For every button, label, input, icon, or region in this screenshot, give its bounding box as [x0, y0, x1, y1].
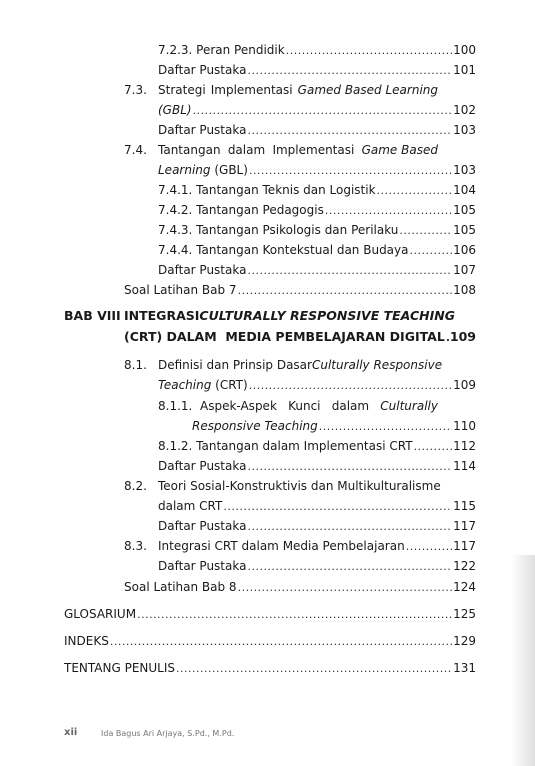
- toc-entry-8-1-2[interactable]: [158, 437, 476, 455]
- dot-leader: [238, 282, 453, 300]
- entry-title: INDEKS: [64, 634, 109, 648]
- entry-title: TENTANG PENULIS: [64, 661, 176, 675]
- page-number: 104: [453, 183, 476, 197]
- toc-entry-daftar-pustaka[interactable]: [158, 61, 476, 79]
- entry-title: dalam: [331, 399, 370, 413]
- dot-leader: [193, 102, 453, 120]
- chapter-title: INTEGRASI: [124, 308, 200, 323]
- toc-entry-indeks[interactable]: [64, 632, 476, 650]
- dot-leader: [247, 518, 452, 536]
- entry-title: Daftar Pustaka: [158, 519, 247, 533]
- toc-entry-8-1-line2[interactable]: [158, 376, 476, 394]
- toc-entry-8-2-line1[interactable]: Teori Sosial-Konstruktivis dan Multikulturalisme: [158, 479, 441, 493]
- toc-chapter-8-line1[interactable]: [124, 307, 455, 325]
- entry-title: (CRT): [211, 378, 248, 392]
- chapter-title: (CRT) DALAM MEDIA PEMBELAJARAN DIGITAL: [124, 329, 445, 344]
- entry-title: Integrasi CRT dalam Media Pembelajaran: [158, 539, 405, 553]
- toc-entry-8-1-1-line2[interactable]: [192, 417, 476, 435]
- footer-author: Ida Bagus Ari Arjaya, S.Pd., M.Pd.: [101, 729, 235, 738]
- toc-entry-7-2-3[interactable]: [158, 41, 476, 59]
- section-number: 8.2.: [124, 479, 147, 493]
- dot-leader: [247, 62, 452, 80]
- toc-entry-7-4-line1[interactable]: [158, 141, 438, 159]
- page-number: 129: [453, 634, 476, 648]
- page-number: 117: [453, 539, 476, 553]
- page-number: 125: [453, 607, 476, 621]
- dot-leader: [377, 182, 453, 200]
- toc-entry-7-3-line2[interactable]: [158, 101, 476, 119]
- toc-entry-7-3-line1[interactable]: [158, 81, 438, 99]
- entry-title: dalam: [227, 143, 266, 157]
- section-number: 7.4.: [124, 143, 147, 157]
- page-number: 109: [453, 378, 476, 392]
- toc-entry-7-4-1[interactable]: [158, 181, 476, 199]
- entry-title: Strategi: [158, 83, 206, 97]
- toc-entry-8-1-line1[interactable]: [158, 356, 443, 374]
- toc-entry-soal-latihan-bab-7[interactable]: [124, 281, 476, 299]
- entry-title: (GBL): [210, 163, 248, 177]
- toc-entry-daftar-pustaka[interactable]: [158, 517, 476, 535]
- dot-leader: [223, 498, 452, 516]
- toc-entry-7-4-2[interactable]: [158, 201, 476, 219]
- page-number: 131: [453, 661, 476, 675]
- entry-title: Implementasi: [210, 83, 293, 97]
- page-number: 102: [453, 103, 476, 117]
- entry-title: Definisi dan Prinsip Dasar: [158, 358, 312, 372]
- dot-leader: [249, 377, 452, 395]
- toc-entry-tentang-penulis[interactable]: [64, 659, 476, 677]
- toc-entry-8-3[interactable]: [158, 537, 476, 555]
- dot-leader: [410, 242, 453, 260]
- entry-title-italic: Responsive Teaching: [192, 419, 318, 433]
- entry-title: Daftar Pustaka: [158, 63, 247, 77]
- dot-leader: [319, 418, 452, 436]
- section-number: 8.1.: [124, 358, 147, 372]
- entry-title: Daftar Pustaka: [158, 123, 247, 137]
- page-number: 106: [453, 243, 476, 257]
- section-number: 8.3.: [124, 539, 147, 553]
- toc-entry-7-4-4[interactable]: [158, 241, 476, 259]
- section-number: 8.1.1.: [158, 399, 193, 413]
- dot-leader: [247, 122, 452, 140]
- page-number: 100: [453, 43, 476, 57]
- entry-title-italic: Game Based: [361, 143, 438, 157]
- entry-title-italic: Culturally Responsive: [311, 358, 443, 372]
- dot-leader: [249, 162, 452, 180]
- entry-title: Daftar Pustaka: [158, 559, 247, 573]
- page-number: 122: [453, 559, 476, 573]
- toc-entry-daftar-pustaka[interactable]: [158, 457, 476, 475]
- page-number: 103: [453, 123, 476, 137]
- dot-leader: [247, 262, 452, 280]
- entry-title-italic: Gamed Based Learning: [297, 83, 438, 97]
- chapter-label: BAB VIII: [64, 308, 121, 323]
- entry-title: 7.4.3. Tantangan Psikologis dan Perilaku: [158, 223, 399, 237]
- page-number: 124: [453, 580, 476, 594]
- dot-leader: [286, 42, 452, 60]
- page-number: 112: [453, 439, 476, 453]
- page-number: 101: [453, 63, 476, 77]
- dot-leader: [176, 660, 452, 678]
- toc-entry-7-4-line2[interactable]: [158, 161, 476, 179]
- entry-title: 7.2.3. Peran Pendidik: [158, 43, 285, 57]
- page-number: 103: [453, 163, 476, 177]
- entry-title: Implementasi: [272, 143, 355, 157]
- dot-leader: [247, 458, 452, 476]
- dot-leader: [137, 606, 452, 624]
- page-number: 114: [453, 459, 476, 473]
- page-number: 105: [453, 203, 476, 217]
- entry-title: Aspek-Aspek: [200, 399, 277, 413]
- page-number: 108: [453, 283, 476, 297]
- dot-leader: [247, 558, 452, 576]
- entry-title: Daftar Pustaka: [158, 459, 247, 473]
- page-number: 105: [453, 223, 476, 237]
- toc-chapter-8-line2[interactable]: [124, 328, 476, 346]
- entry-title: Soal Latihan Bab 8: [124, 580, 237, 594]
- entry-title: 7.4.1. Tantangan Teknis dan Logistik: [158, 183, 376, 197]
- entry-title: 8.1.2. Tantangan dalam Implementasi CRT: [158, 439, 413, 453]
- toc-entry-daftar-pustaka[interactable]: [158, 557, 476, 575]
- dot-leader: [406, 538, 452, 556]
- toc-entry-8-2-line2[interactable]: [158, 497, 476, 515]
- page-number: 115: [453, 499, 476, 513]
- entry-title: Soal Latihan Bab 7: [124, 283, 237, 297]
- entry-title-italic: (GBL): [158, 103, 192, 117]
- entry-title: Kunci: [288, 399, 321, 413]
- dot-leader: [325, 202, 452, 220]
- dot-leader: [446, 329, 449, 347]
- entry-title-italic: Teaching: [158, 378, 212, 392]
- entry-title: dalam CRT: [158, 499, 223, 513]
- page-number: 110: [453, 419, 476, 433]
- entry-title: 7.4.4. Tantangan Kontekstual dan Budaya: [158, 243, 409, 257]
- dot-leader: [238, 579, 453, 597]
- entry-title: 7.4.2. Tantangan Pedagogis: [158, 203, 324, 217]
- page-number: 117: [453, 519, 476, 533]
- entry-title-italic: Learning: [158, 163, 211, 177]
- footer-page-number: xii: [64, 727, 78, 738]
- toc-entry-soal-latihan-bab-8[interactable]: [124, 578, 476, 596]
- section-number: 7.3.: [124, 83, 147, 97]
- page-edge-shadow: [511, 555, 535, 766]
- entry-title: Daftar Pustaka: [158, 263, 247, 277]
- chapter-title-italic: CULTURALLY RESPONSIVE TEACHING: [199, 308, 455, 323]
- entry-title: Tantangan: [158, 143, 221, 157]
- toc-entry-daftar-pustaka[interactable]: [158, 261, 476, 279]
- dot-leader: [414, 438, 453, 456]
- entry-title: GLOSARIUM: [64, 607, 137, 621]
- toc-entry-8-1-1-line1[interactable]: [200, 397, 438, 415]
- dot-leader: [399, 222, 452, 240]
- entry-title-italic: Culturally: [380, 399, 438, 413]
- toc-entry-daftar-pustaka[interactable]: [158, 121, 476, 139]
- toc-entry-7-4-3[interactable]: [158, 221, 476, 239]
- toc-entry-glosarium[interactable]: [64, 605, 476, 623]
- dot-leader: [110, 633, 452, 651]
- page-number: 109: [449, 329, 476, 344]
- page-number: 107: [453, 263, 476, 277]
